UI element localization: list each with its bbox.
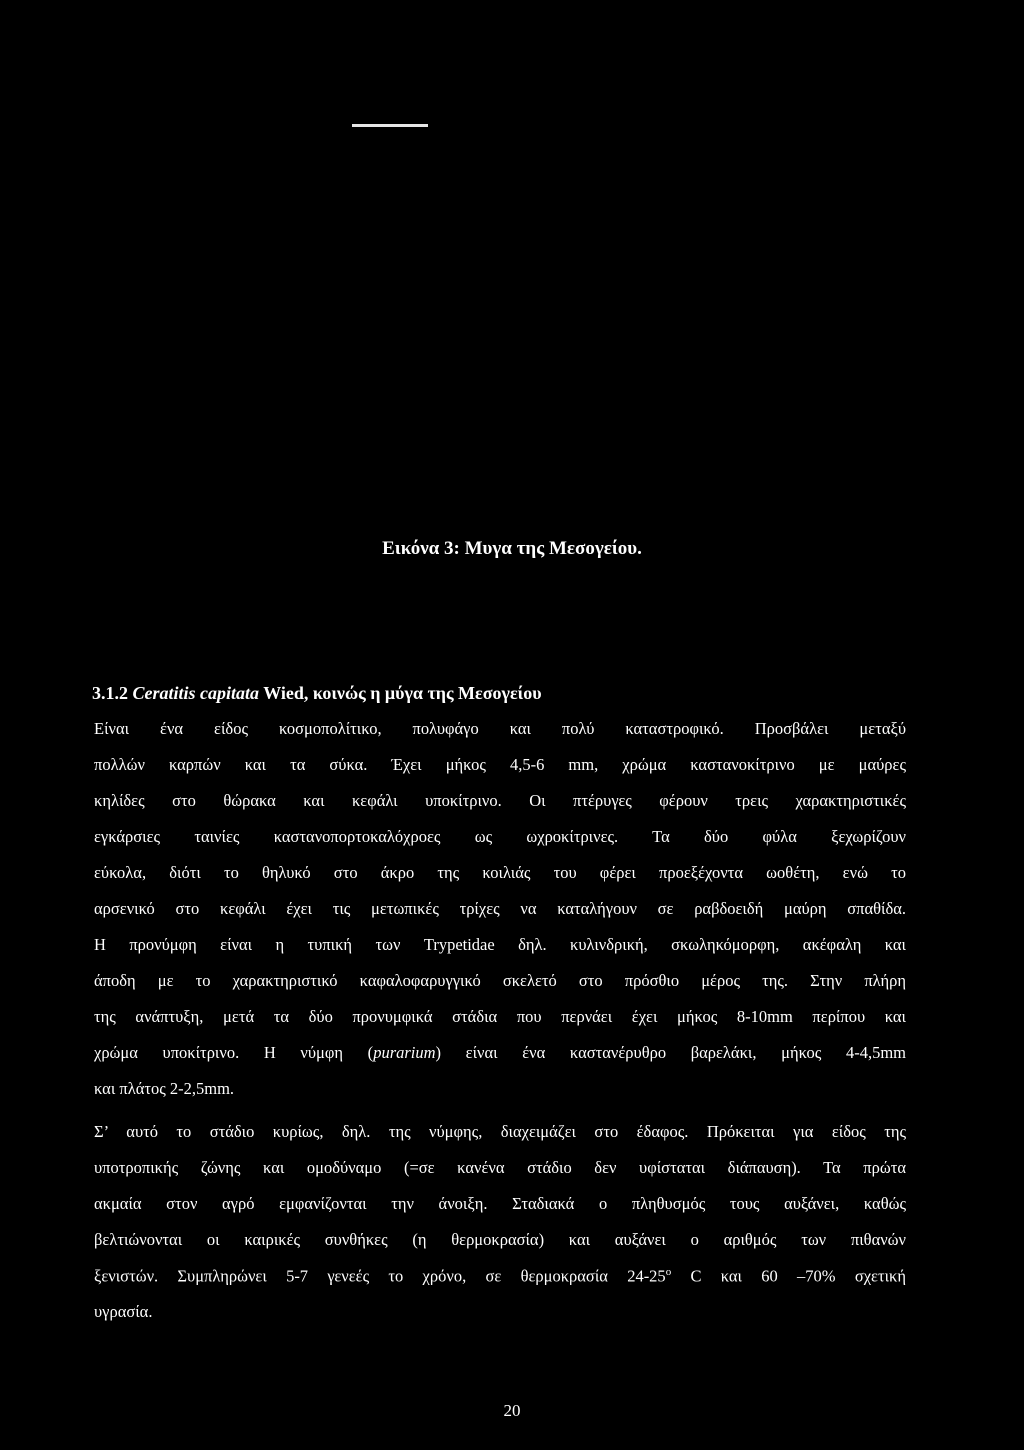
paragraph-1-line-6: αρσενικό στο κεφάλι έχει τις μετωπικές τρίχες να καταλήγουν σε ραβδοειδή μαύρη σπαθίδα. — [94, 899, 906, 918]
line-10-end: ) είναι ένα καστανέρυθρο βαρελάκι, μήκος 4-4,5mm — [435, 1043, 906, 1062]
paragraph-2-line-5 — [94, 1266, 906, 1287]
page-number: 20 — [503, 1401, 521, 1420]
section-number: 3.1.2 — [92, 683, 128, 703]
paragraph-1-line-9: της ανάπτυξη, μετά τα δύο προνυμφικά στάδια που περνάει έχει μήκος 8-10mm περίπου και — [94, 1007, 906, 1026]
line-5-end: C και 60 –70% σχετική — [671, 1266, 906, 1286]
line-5-start: ξενιστών. Συμπληρώνει 5-7 γενεές το χρόνο, σε θερμοκρασία 24-25 — [94, 1266, 666, 1286]
species-name: Ceratitis capitata — [132, 683, 260, 703]
paragraph-1-line-10 — [94, 1043, 906, 1063]
paragraph-1-line-5: εύκολα, διότι το θηλυκό στο άκρο της κοιλιάς του φέρει προεξέχοντα ωοθέτη, ενώ το — [94, 863, 906, 882]
degree-superscript: o — [665, 1266, 672, 1278]
paragraph-1-line-3: κηλίδες στο θώρακα και κεφάλι υποκίτρινο. Οι πτέρυγες φέρουν τρεις χαρακτηριστικές — [94, 791, 906, 810]
paragraph-2-line-3: ακμαία στον αγρό εμφανίζονται την άνοιξη. Σταδιακά ο πληθυσμός τους αυξάνει, καθώς — [94, 1194, 906, 1213]
section-heading — [92, 683, 542, 704]
line-10-start: χρώμα υποκίτρινο. Η νύμφη ( — [94, 1043, 374, 1062]
purarium-term: purarium — [373, 1043, 436, 1062]
paragraph-1-line-11: και πλάτος 2-2,5mm. — [94, 1079, 235, 1098]
paragraph-2-line-1: Σ’ αυτό το στάδιο κυρίως, δηλ. της νύμφης, διαχειμάζει στο έδαφος. Πρόκειται για είδος της — [94, 1122, 906, 1141]
top-decorative-mark — [352, 124, 428, 127]
figure-caption: Εικόνα 3: Μυγα της Μεσογείου. — [382, 538, 642, 559]
section-heading-rest: Wied, κοινώς η μύγα της Μεσογείου — [259, 683, 542, 703]
paragraph-2-line-4: βελτιώνονται οι καιρικές συνθήκες (η θερμοκρασία) και αυξάνει ο αριθμός των πιθανών — [94, 1230, 906, 1249]
paragraph-2-line-6: υγρασία. — [94, 1302, 153, 1321]
paragraph-1-line-1: Είναι ένα είδος κοσμοπολίτικο, πολυφάγο και πολύ καταστροφικό. Προσβάλει μεταξύ — [94, 719, 906, 738]
paragraph-1-line-8: άποδη με το χαρακτηριστικό καφαλοφαρυγγικό σκελετό στο πρόσθιο μέρος της. Στην πλήρη — [94, 971, 906, 990]
paragraph-2-line-2: υποτροπικής ζώνης και ομοδύναμο (=σε κανένα στάδιο δεν υφίσταται διάπαυση). Τα πρώτα — [94, 1158, 906, 1177]
paragraph-1-line-2: πολλών καρπών και τα σύκα. Έχει μήκος 4,5-6 mm, χρώμα καστανοκίτρινο με μαύρες — [94, 755, 906, 774]
paragraph-1-line-7: Η προνύμφη είναι η τυπική των Trypetidae δηλ. κυλινδρική, σκωληκόμορφη, ακέφαλη και — [94, 935, 906, 954]
paragraph-1-line-4: εγκάρσιες ταινίες καστανοπορτοκαλόχροες ως ωχροκίτρινες. Τα δύο φύλα ξεχωρίζουν — [94, 827, 906, 846]
